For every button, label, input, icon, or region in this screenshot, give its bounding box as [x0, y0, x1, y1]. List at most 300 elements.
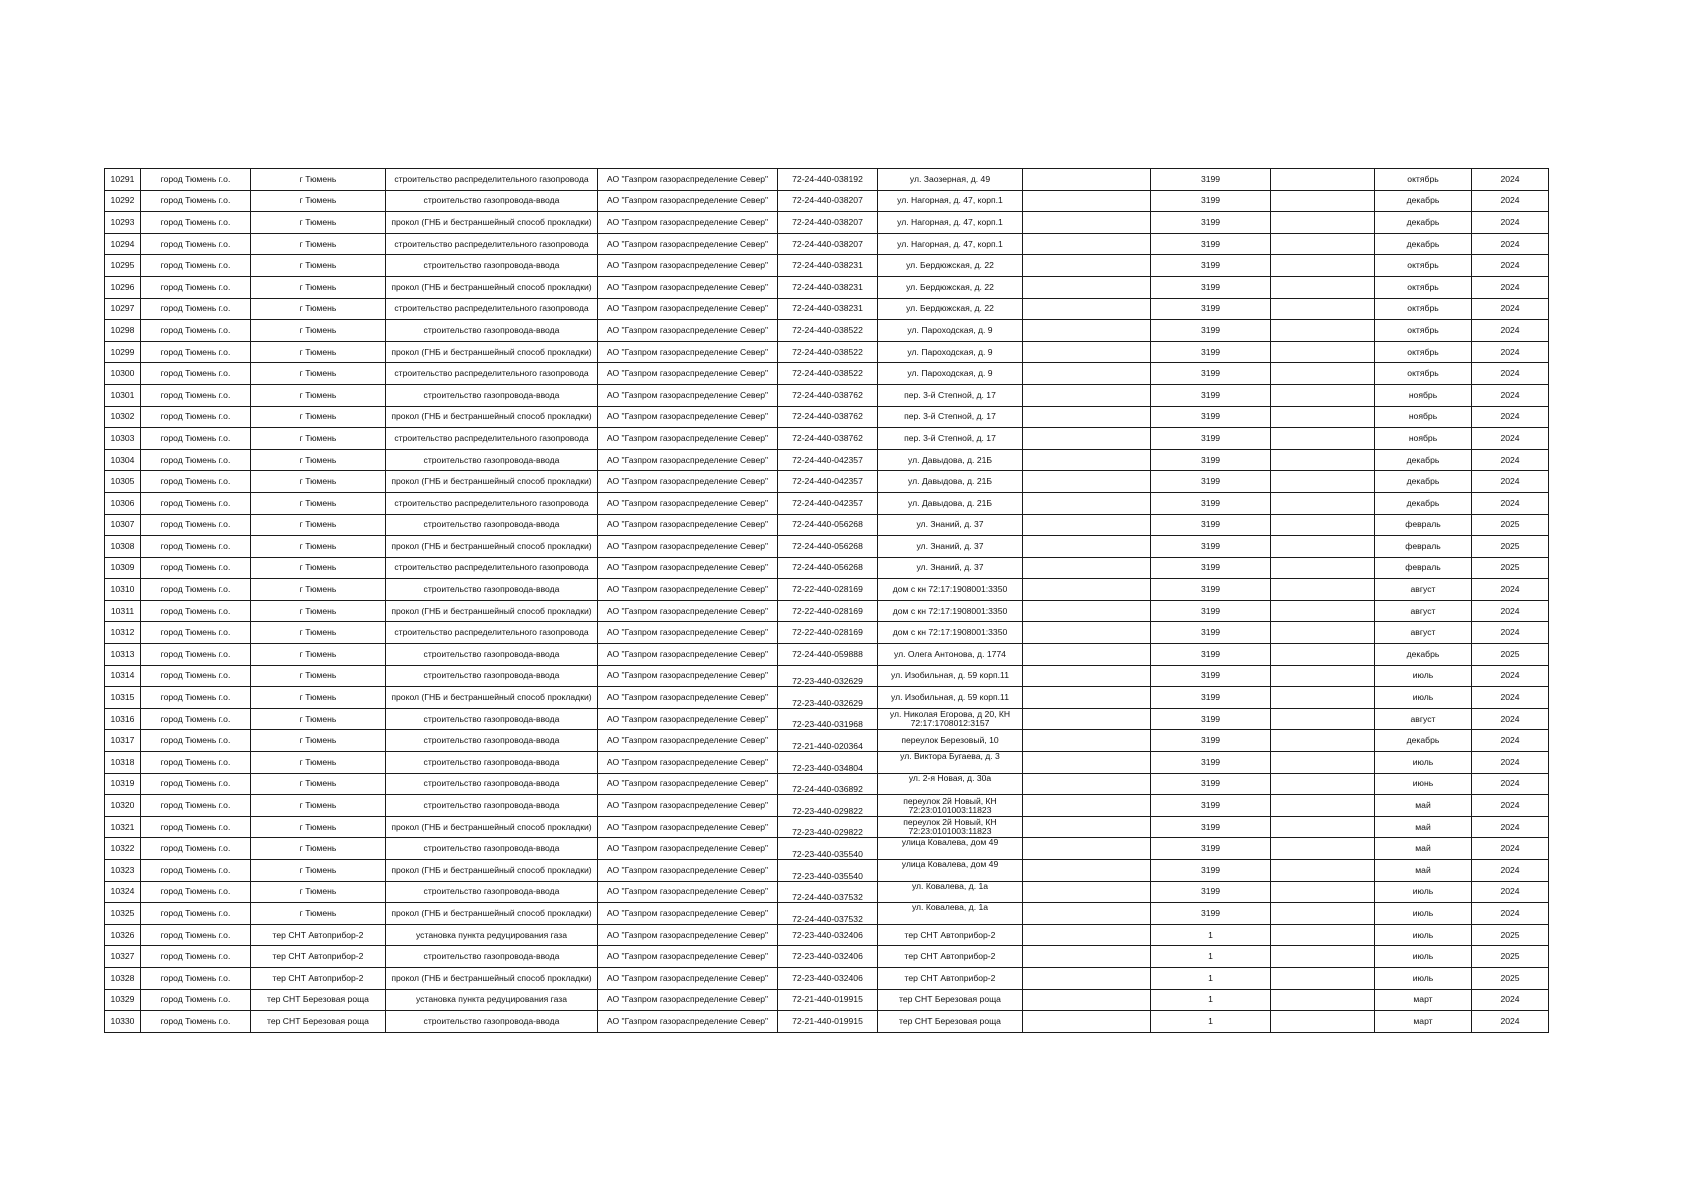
quantity-cell: 3199 — [1151, 169, 1271, 191]
year-cell: 2024 — [1472, 169, 1549, 191]
application-number-cell: 72-24-440-037532 — [778, 903, 878, 925]
application-number-cell: 72-24-440-038207 — [778, 190, 878, 212]
address-cell: тер СНТ Березовая роща — [878, 1011, 1023, 1033]
application-number-cell: 72-24-440-038207 — [778, 233, 878, 255]
settlement-cell: г Тюмень — [251, 406, 386, 428]
empty-cell — [1271, 341, 1375, 363]
quantity-cell: 3199 — [1151, 298, 1271, 320]
empty-cell — [1023, 212, 1151, 234]
settlement-cell: г Тюмень — [251, 687, 386, 709]
quantity-cell: 3199 — [1151, 795, 1271, 817]
year-cell: 2024 — [1472, 449, 1549, 471]
table-row — [105, 514, 1549, 536]
address-cell: ул. Ковалева, д. 1а — [878, 903, 1023, 925]
empty-cell — [1271, 190, 1375, 212]
organization-cell: АО "Газпром газораспределение Север" — [598, 687, 778, 709]
work-type-cell: строительство газопровода-ввода — [386, 946, 598, 968]
row-number-cell: 10293 — [105, 212, 141, 234]
year-cell: 2024 — [1472, 1011, 1549, 1033]
settlement-cell: г Тюмень — [251, 903, 386, 925]
quantity-cell: 3199 — [1151, 212, 1271, 234]
address-cell: ул. Нагорная, д. 47, корп.1 — [878, 190, 1023, 212]
empty-cell — [1023, 665, 1151, 687]
empty-cell — [1023, 406, 1151, 428]
district-cell: город Тюмень г.о. — [141, 989, 251, 1011]
settlement-cell: г Тюмень — [251, 471, 386, 493]
empty-cell — [1023, 471, 1151, 493]
empty-cell — [1023, 946, 1151, 968]
table-row — [105, 406, 1549, 428]
address-cell: ул. Давыдова, д. 21Б — [878, 471, 1023, 493]
organization-cell: АО "Газпром газораспределение Север" — [598, 967, 778, 989]
settlement-cell: г Тюмень — [251, 169, 386, 191]
empty-cell — [1023, 255, 1151, 277]
work-type-cell: строительство газопровода-ввода — [386, 730, 598, 752]
row-number-cell: 10326 — [105, 924, 141, 946]
table-row — [105, 665, 1549, 687]
year-cell: 2024 — [1472, 428, 1549, 450]
quantity-cell: 3199 — [1151, 406, 1271, 428]
month-cell: август — [1375, 622, 1472, 644]
application-number-cell: 72-21-440-020364 — [778, 730, 878, 752]
work-type-cell: прокол (ГНБ и бестраншейный способ прокладки) — [386, 687, 598, 709]
quantity-cell: 3199 — [1151, 881, 1271, 903]
month-cell: октябрь — [1375, 341, 1472, 363]
settlement-cell: г Тюмень — [251, 536, 386, 558]
empty-cell — [1023, 752, 1151, 774]
table-body — [105, 169, 1549, 1033]
settlement-cell: г Тюмень — [251, 384, 386, 406]
address-cell: ул. Знаний, д. 37 — [878, 514, 1023, 536]
table-row — [105, 276, 1549, 298]
district-cell: город Тюмень г.о. — [141, 795, 251, 817]
application-number-cell: 72-23-440-031968 — [778, 708, 878, 730]
year-cell: 2025 — [1472, 644, 1549, 666]
settlement-cell: тер СНТ Автоприбор-2 — [251, 924, 386, 946]
empty-cell — [1271, 449, 1375, 471]
empty-cell — [1023, 600, 1151, 622]
application-number-cell: 72-24-440-056268 — [778, 536, 878, 558]
address-cell: пер. 3-й Степной, д. 17 — [878, 428, 1023, 450]
district-cell: город Тюмень г.о. — [141, 190, 251, 212]
quantity-cell: 1 — [1151, 967, 1271, 989]
application-number-cell: 72-23-440-029822 — [778, 795, 878, 817]
table-row — [105, 730, 1549, 752]
application-number-cell: 72-24-440-038192 — [778, 169, 878, 191]
empty-cell — [1271, 622, 1375, 644]
organization-cell: АО "Газпром газораспределение Север" — [598, 989, 778, 1011]
month-cell: декабрь — [1375, 212, 1472, 234]
month-cell: май — [1375, 838, 1472, 860]
row-number-cell: 10309 — [105, 557, 141, 579]
year-cell: 2024 — [1472, 795, 1549, 817]
organization-cell: АО "Газпром газораспределение Север" — [598, 903, 778, 925]
application-number-cell: 72-23-440-032629 — [778, 665, 878, 687]
work-type-cell: строительство газопровода-ввода — [386, 1011, 598, 1033]
work-type-cell: прокол (ГНБ и бестраншейный способ прокладки) — [386, 903, 598, 925]
row-number-cell: 10306 — [105, 492, 141, 514]
organization-cell: АО "Газпром газораспределение Север" — [598, 536, 778, 558]
address-cell: тер СНТ Автоприбор-2 — [878, 924, 1023, 946]
quantity-cell: 1 — [1151, 946, 1271, 968]
row-number-cell: 10295 — [105, 255, 141, 277]
table-row — [105, 363, 1549, 385]
application-number-cell: 72-24-440-038522 — [778, 341, 878, 363]
year-cell: 2024 — [1472, 298, 1549, 320]
month-cell: август — [1375, 708, 1472, 730]
year-cell: 2024 — [1472, 341, 1549, 363]
quantity-cell: 3199 — [1151, 449, 1271, 471]
settlement-cell: г Тюмень — [251, 708, 386, 730]
table-row — [105, 773, 1549, 795]
quantity-cell: 3199 — [1151, 752, 1271, 774]
row-number-cell: 10319 — [105, 773, 141, 795]
month-cell: декабрь — [1375, 449, 1472, 471]
empty-cell — [1023, 276, 1151, 298]
empty-cell — [1271, 687, 1375, 709]
work-type-cell: строительство газопровода-ввода — [386, 773, 598, 795]
organization-cell: АО "Газпром газораспределение Север" — [598, 1011, 778, 1033]
table-row — [105, 384, 1549, 406]
district-cell: город Тюмень г.о. — [141, 492, 251, 514]
year-cell: 2024 — [1472, 903, 1549, 925]
empty-cell — [1023, 579, 1151, 601]
district-cell: город Тюмень г.о. — [141, 255, 251, 277]
quantity-cell: 3199 — [1151, 471, 1271, 493]
quantity-cell: 3199 — [1151, 773, 1271, 795]
organization-cell: АО "Газпром газораспределение Север" — [598, 449, 778, 471]
year-cell: 2024 — [1472, 492, 1549, 514]
application-number-cell: 72-22-440-028169 — [778, 600, 878, 622]
row-number-cell: 10330 — [105, 1011, 141, 1033]
district-cell: город Тюмень г.о. — [141, 471, 251, 493]
row-number-cell: 10313 — [105, 644, 141, 666]
district-cell: город Тюмень г.о. — [141, 233, 251, 255]
application-number-cell: 72-23-440-035540 — [778, 838, 878, 860]
work-type-cell: установка пункта редуцирования газа — [386, 924, 598, 946]
empty-cell — [1023, 687, 1151, 709]
year-cell: 2024 — [1472, 255, 1549, 277]
settlement-cell: г Тюмень — [251, 557, 386, 579]
settlement-cell: г Тюмень — [251, 298, 386, 320]
row-number-cell: 10314 — [105, 665, 141, 687]
organization-cell: АО "Газпром газораспределение Север" — [598, 579, 778, 601]
district-cell: город Тюмень г.о. — [141, 298, 251, 320]
empty-cell — [1023, 903, 1151, 925]
month-cell: июль — [1375, 903, 1472, 925]
empty-cell — [1023, 708, 1151, 730]
quantity-cell: 1 — [1151, 989, 1271, 1011]
month-cell: октябрь — [1375, 169, 1472, 191]
empty-cell — [1271, 536, 1375, 558]
organization-cell: АО "Газпром газораспределение Север" — [598, 795, 778, 817]
work-type-cell: прокол (ГНБ и бестраншейный способ прокладки) — [386, 276, 598, 298]
application-number-cell: 72-24-440-038231 — [778, 255, 878, 277]
work-type-cell: строительство распределительного газопровода — [386, 363, 598, 385]
table-row — [105, 579, 1549, 601]
address-cell: ул. Изобильная, д. 59 корп.11 — [878, 665, 1023, 687]
district-cell: город Тюмень г.о. — [141, 276, 251, 298]
month-cell: май — [1375, 860, 1472, 882]
quantity-cell: 3199 — [1151, 816, 1271, 838]
district-cell: город Тюмень г.о. — [141, 687, 251, 709]
year-cell: 2025 — [1472, 557, 1549, 579]
empty-cell — [1023, 169, 1151, 191]
work-type-cell: прокол (ГНБ и бестраншейный способ прокладки) — [386, 212, 598, 234]
quantity-cell: 3199 — [1151, 492, 1271, 514]
row-number-cell: 10304 — [105, 449, 141, 471]
organization-cell: АО "Газпром газораспределение Север" — [598, 924, 778, 946]
table-row — [105, 881, 1549, 903]
work-type-cell: строительство газопровода-ввода — [386, 752, 598, 774]
address-cell: ул. Ковалева, д. 1а — [878, 881, 1023, 903]
row-number-cell: 10291 — [105, 169, 141, 191]
month-cell: август — [1375, 600, 1472, 622]
year-cell: 2024 — [1472, 730, 1549, 752]
table-row — [105, 298, 1549, 320]
quantity-cell: 1 — [1151, 924, 1271, 946]
application-number-cell: 72-24-440-037532 — [778, 881, 878, 903]
district-cell: город Тюмень г.о. — [141, 341, 251, 363]
work-type-cell: строительство распределительного газопровода — [386, 298, 598, 320]
address-cell: ул. Пароходская, д. 9 — [878, 341, 1023, 363]
address-cell: ул. Пароходская, д. 9 — [878, 363, 1023, 385]
application-number-cell: 72-24-440-042357 — [778, 449, 878, 471]
month-cell: ноябрь — [1375, 384, 1472, 406]
row-number-cell: 10317 — [105, 730, 141, 752]
organization-cell: АО "Газпром газораспределение Север" — [598, 600, 778, 622]
empty-cell — [1023, 190, 1151, 212]
settlement-cell: г Тюмень — [251, 838, 386, 860]
row-number-cell: 10323 — [105, 860, 141, 882]
application-number-cell: 72-21-440-019915 — [778, 989, 878, 1011]
empty-cell — [1271, 989, 1375, 1011]
year-cell: 2024 — [1472, 406, 1549, 428]
empty-cell — [1271, 320, 1375, 342]
quantity-cell: 3199 — [1151, 579, 1271, 601]
district-cell: город Тюмень г.о. — [141, 363, 251, 385]
quantity-cell: 3199 — [1151, 428, 1271, 450]
empty-cell — [1023, 795, 1151, 817]
row-number-cell: 10302 — [105, 406, 141, 428]
work-type-cell: прокол (ГНБ и бестраншейный способ прокладки) — [386, 471, 598, 493]
application-number-cell: 72-24-440-038522 — [778, 363, 878, 385]
quantity-cell: 3199 — [1151, 687, 1271, 709]
table-row — [105, 687, 1549, 709]
row-number-cell: 10310 — [105, 579, 141, 601]
year-cell: 2025 — [1472, 514, 1549, 536]
application-number-cell: 72-22-440-028169 — [778, 579, 878, 601]
month-cell: октябрь — [1375, 276, 1472, 298]
work-type-cell: строительство распределительного газопровода — [386, 622, 598, 644]
row-number-cell: 10305 — [105, 471, 141, 493]
empty-cell — [1271, 492, 1375, 514]
organization-cell: АО "Газпром газораспределение Север" — [598, 320, 778, 342]
empty-cell — [1271, 881, 1375, 903]
empty-cell — [1271, 946, 1375, 968]
address-cell: ул. Нагорная, д. 47, корп.1 — [878, 212, 1023, 234]
empty-cell — [1271, 860, 1375, 882]
month-cell: ноябрь — [1375, 406, 1472, 428]
empty-cell — [1271, 795, 1375, 817]
organization-cell: АО "Газпром газораспределение Север" — [598, 276, 778, 298]
district-cell: город Тюмень г.о. — [141, 838, 251, 860]
row-number-cell: 10315 — [105, 687, 141, 709]
settlement-cell: г Тюмень — [251, 363, 386, 385]
address-cell: улица Ковалева, дом 49 — [878, 838, 1023, 860]
row-number-cell: 10311 — [105, 600, 141, 622]
settlement-cell: тер СНТ Автоприбор-2 — [251, 967, 386, 989]
month-cell: октябрь — [1375, 255, 1472, 277]
empty-cell — [1271, 967, 1375, 989]
application-number-cell: 72-23-440-032406 — [778, 967, 878, 989]
empty-cell — [1271, 665, 1375, 687]
address-cell: ул. Бердюжская, д. 22 — [878, 255, 1023, 277]
table-row — [105, 1011, 1549, 1033]
empty-cell — [1271, 903, 1375, 925]
row-number-cell: 10325 — [105, 903, 141, 925]
year-cell: 2024 — [1472, 687, 1549, 709]
quantity-cell: 1 — [1151, 1011, 1271, 1033]
table-row — [105, 428, 1549, 450]
row-number-cell: 10292 — [105, 190, 141, 212]
work-type-cell: строительство газопровода-ввода — [386, 708, 598, 730]
application-number-cell: 72-23-440-032406 — [778, 946, 878, 968]
row-number-cell: 10299 — [105, 341, 141, 363]
organization-cell: АО "Газпром газораспределение Север" — [598, 838, 778, 860]
table-row — [105, 600, 1549, 622]
empty-cell — [1271, 579, 1375, 601]
month-cell: декабрь — [1375, 492, 1472, 514]
table-row — [105, 989, 1549, 1011]
address-cell: переулок Березовый, 10 — [878, 730, 1023, 752]
district-cell: город Тюмень г.о. — [141, 579, 251, 601]
organization-cell: АО "Газпром газораспределение Север" — [598, 644, 778, 666]
month-cell: декабрь — [1375, 730, 1472, 752]
work-type-cell: установка пункта редуцирования газа — [386, 989, 598, 1011]
year-cell: 2024 — [1472, 212, 1549, 234]
quantity-cell: 3199 — [1151, 384, 1271, 406]
row-number-cell: 10318 — [105, 752, 141, 774]
work-type-cell: строительство газопровода-ввода — [386, 514, 598, 536]
organization-cell: АО "Газпром газораспределение Север" — [598, 255, 778, 277]
year-cell: 2024 — [1472, 320, 1549, 342]
quantity-cell: 3199 — [1151, 838, 1271, 860]
table-row — [105, 536, 1549, 558]
settlement-cell: г Тюмень — [251, 428, 386, 450]
settlement-cell: г Тюмень — [251, 255, 386, 277]
quantity-cell: 3199 — [1151, 320, 1271, 342]
district-cell: город Тюмень г.о. — [141, 622, 251, 644]
work-type-cell: строительство газопровода-ввода — [386, 449, 598, 471]
settlement-cell: г Тюмень — [251, 881, 386, 903]
row-number-cell: 10294 — [105, 233, 141, 255]
empty-cell — [1023, 363, 1151, 385]
empty-cell — [1023, 816, 1151, 838]
work-type-cell: строительство распределительного газопровода — [386, 428, 598, 450]
work-type-cell: строительство газопровода-ввода — [386, 838, 598, 860]
table-row — [105, 233, 1549, 255]
address-cell: переулок 2й Новый, КН 72:23:0101003:11823 — [878, 795, 1023, 817]
address-cell: ул. Давыдова, д. 21Б — [878, 492, 1023, 514]
address-cell: дом с кн 72:17:1908001:3350 — [878, 600, 1023, 622]
empty-cell — [1271, 924, 1375, 946]
empty-cell — [1271, 363, 1375, 385]
table-row — [105, 255, 1549, 277]
quantity-cell: 3199 — [1151, 276, 1271, 298]
work-type-cell: прокол (ГНБ и бестраншейный способ прокладки) — [386, 967, 598, 989]
empty-cell — [1271, 708, 1375, 730]
table-row — [105, 816, 1549, 838]
work-type-cell: строительство газопровода-ввода — [386, 384, 598, 406]
settlement-cell: г Тюмень — [251, 190, 386, 212]
quantity-cell: 3199 — [1151, 190, 1271, 212]
year-cell: 2024 — [1472, 665, 1549, 687]
row-number-cell: 10308 — [105, 536, 141, 558]
settlement-cell: г Тюмень — [251, 795, 386, 817]
district-cell: город Тюмень г.о. — [141, 665, 251, 687]
table-row — [105, 860, 1549, 882]
work-type-cell: строительство распределительного газопровода — [386, 492, 598, 514]
application-number-cell: 72-23-440-034804 — [778, 752, 878, 774]
organization-cell: АО "Газпром газораспределение Север" — [598, 341, 778, 363]
empty-cell — [1023, 557, 1151, 579]
application-number-cell: 72-24-440-038762 — [778, 406, 878, 428]
month-cell: май — [1375, 795, 1472, 817]
table-row — [105, 752, 1549, 774]
work-type-cell: строительство газопровода-ввода — [386, 795, 598, 817]
settlement-cell: г Тюмень — [251, 320, 386, 342]
application-number-cell: 72-23-440-032629 — [778, 687, 878, 709]
year-cell: 2024 — [1472, 579, 1549, 601]
work-type-cell: прокол (ГНБ и бестраншейный способ прокладки) — [386, 600, 598, 622]
month-cell: июль — [1375, 687, 1472, 709]
settlement-cell: г Тюмень — [251, 579, 386, 601]
empty-cell — [1271, 255, 1375, 277]
address-cell: улица Ковалева, дом 49 — [878, 860, 1023, 882]
month-cell: декабрь — [1375, 471, 1472, 493]
district-cell: город Тюмень г.о. — [141, 449, 251, 471]
application-number-cell: 72-21-440-019915 — [778, 1011, 878, 1033]
empty-cell — [1271, 557, 1375, 579]
empty-cell — [1023, 773, 1151, 795]
year-cell: 2024 — [1472, 989, 1549, 1011]
row-number-cell: 10329 — [105, 989, 141, 1011]
table-row — [105, 838, 1549, 860]
row-number-cell: 10320 — [105, 795, 141, 817]
quantity-cell: 3199 — [1151, 341, 1271, 363]
table-row — [105, 169, 1549, 191]
month-cell: октябрь — [1375, 363, 1472, 385]
settlement-cell: г Тюмень — [251, 730, 386, 752]
empty-cell — [1271, 514, 1375, 536]
table-row — [105, 967, 1549, 989]
quantity-cell: 3199 — [1151, 514, 1271, 536]
settlement-cell: г Тюмень — [251, 514, 386, 536]
settlement-cell: тер СНТ Березовая роща — [251, 989, 386, 1011]
organization-cell: АО "Газпром газораспределение Север" — [598, 363, 778, 385]
month-cell: март — [1375, 1011, 1472, 1033]
address-cell: переулок 2й Новый, КН 72:23:0101003:11823 — [878, 816, 1023, 838]
empty-cell — [1023, 514, 1151, 536]
district-cell: город Тюмень г.о. — [141, 903, 251, 925]
month-cell: май — [1375, 816, 1472, 838]
table-row — [105, 449, 1549, 471]
row-number-cell: 10297 — [105, 298, 141, 320]
application-number-cell: 72-24-440-042357 — [778, 471, 878, 493]
application-number-cell: 72-24-440-038231 — [778, 298, 878, 320]
application-number-cell: 72-24-440-036892 — [778, 773, 878, 795]
